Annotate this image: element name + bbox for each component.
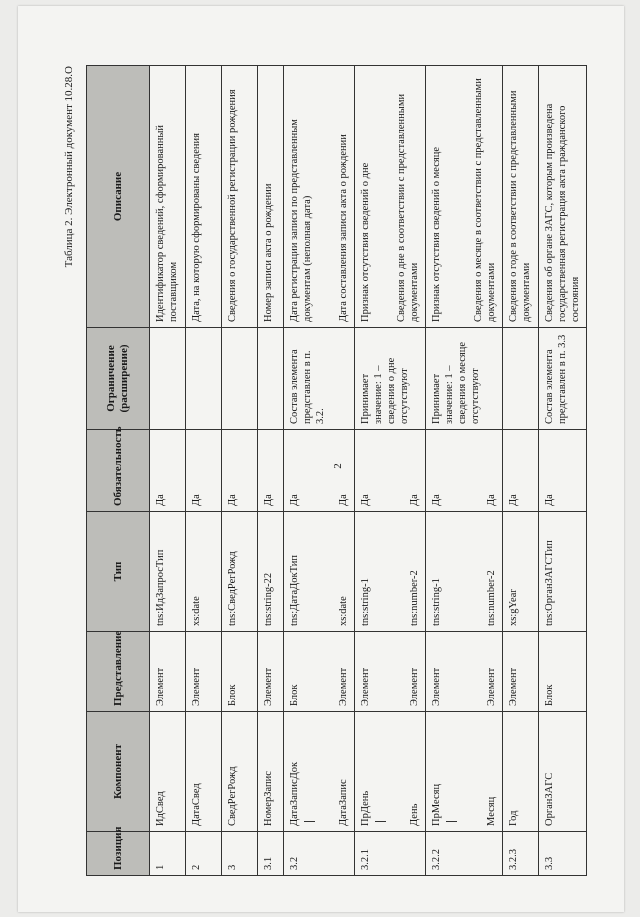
cell-representation: Элемент (503, 632, 539, 712)
cell-component: ДатаСвед (186, 712, 222, 832)
cell-description: Сведения об органе ЗАГС, которым произведена государственная регистрация акта гражданского состояния (539, 66, 587, 328)
cell-type (355, 512, 426, 632)
representation-secondary: Элемент (409, 667, 420, 706)
cell-restriction (503, 328, 539, 430)
cell-component (426, 712, 503, 832)
header-component: Компонент (87, 712, 150, 832)
table-header-row (87, 66, 150, 876)
cell-representation: Элемент (258, 632, 284, 712)
data-table (86, 65, 587, 876)
cell-restriction (150, 328, 186, 430)
cell-required: Да (503, 430, 539, 512)
header-representation: Представление (87, 632, 150, 712)
table-row (539, 66, 587, 876)
cell-description: Сведения о государственной регистрации рождения (222, 66, 258, 328)
table-row (258, 66, 284, 876)
document-page (18, 6, 624, 912)
table-row (284, 66, 355, 876)
type-secondary: xs:date (338, 596, 349, 626)
cell-description: Сведения о годе в соответствии с представленными документами (503, 66, 539, 328)
cell-type: tns:ИдЗапросТип (150, 512, 186, 632)
table-row (426, 66, 503, 876)
table-row (150, 66, 186, 876)
cell-component: НомерЗапис (258, 712, 284, 832)
description-secondary: Сведения о дне в соответствии с представленными документами (396, 93, 420, 322)
description-primary: Признак отсутствия сведений о дне (360, 162, 371, 322)
cell-representation (355, 632, 426, 712)
description-secondary: Сведения о месяце в соответствии с представленными документами (473, 78, 497, 322)
cell-representation: Блок (222, 632, 258, 712)
cell-representation: Элемент (150, 632, 186, 712)
cell-position: 3.3 (539, 832, 587, 876)
cell-description (355, 66, 426, 328)
component-secondary: Месяц (486, 796, 497, 826)
cell-component (355, 712, 426, 832)
cell-position: 1 (150, 832, 186, 876)
cell-type (284, 512, 355, 632)
header-restriction: Ограничение (расширение) (87, 328, 150, 430)
cell-restriction (222, 328, 258, 430)
cell-required (284, 430, 355, 512)
description-secondary: Дата составления записи акта о рождении (338, 134, 349, 322)
cell-description (426, 66, 503, 328)
cell-required: Да (539, 430, 587, 512)
representation-secondary: Элемент (338, 667, 349, 706)
cell-type: tns:СведРегРожд (222, 512, 258, 632)
type-secondary: tns:number-2 (409, 570, 420, 626)
component-primary: ДатаЗаписДок (289, 761, 300, 826)
component-primary: ПрДень (360, 790, 371, 826)
hierarchy-tick (375, 821, 386, 822)
component-primary: ПрМесяц (431, 783, 442, 826)
hierarchy-tick (304, 821, 315, 822)
cell-restriction: Состав элемента представлен в п. 3.2. (284, 328, 355, 430)
cell-restriction: Принимает значение: 1 – сведения о дне отсутствуют (355, 328, 426, 430)
cell-restriction (186, 328, 222, 430)
table-row (222, 66, 258, 876)
description-primary: Дата регистрации записи по представленным документам (неполная дата) (289, 119, 313, 322)
page-number: 2 (332, 463, 344, 469)
required-secondary: Да (409, 494, 420, 506)
cell-component: ОрганЗАГС (539, 712, 587, 832)
cell-representation (284, 632, 355, 712)
cell-position: 3.2.3 (503, 832, 539, 876)
description-primary: Признак отсутствия сведений о месяце (431, 147, 442, 322)
cell-type: tns:ОрганЗАГСТип (539, 512, 587, 632)
required-primary: Да (431, 494, 442, 506)
cell-type: xs:date (186, 512, 222, 632)
rotated-table-area (58, 66, 598, 876)
type-primary: tns:string-1 (431, 578, 442, 626)
required-primary: Да (289, 494, 300, 506)
cell-restriction: Принимает значение: 1 – сведения о месяце отсутствуют (426, 328, 503, 430)
component-secondary: День (409, 803, 420, 826)
cell-component: СведРегРожд (222, 712, 258, 832)
table-row (186, 66, 222, 876)
header-required: Обязательность (87, 430, 150, 512)
table-row (503, 66, 539, 876)
required-secondary: Да (486, 494, 497, 506)
cell-description: Номер записи акта о рождении (258, 66, 284, 328)
cell-type: tns:string-22 (258, 512, 284, 632)
header-position: Позиция (87, 832, 150, 876)
type-secondary: tns:number-2 (486, 570, 497, 626)
cell-component: Год (503, 712, 539, 832)
hierarchy-tick (446, 821, 457, 822)
cell-position: 3.2.2 (426, 832, 503, 876)
header-type: Тип (87, 512, 150, 632)
cell-position: 3 (222, 832, 258, 876)
table-caption: Таблица 2. Электронный документ 10.28.О (63, 66, 75, 268)
cell-position: 3.1 (258, 832, 284, 876)
cell-description: Идентификатор сведений, сформированный поставщиком (150, 66, 186, 328)
cell-position: 2 (186, 832, 222, 876)
table-row (355, 66, 426, 876)
cell-required (355, 430, 426, 512)
cell-component: ИдСвед (150, 712, 186, 832)
representation-secondary: Элемент (486, 667, 497, 706)
component-secondary: ДатаЗапис (338, 779, 349, 826)
cell-required (426, 430, 503, 512)
cell-representation (426, 632, 503, 712)
representation-primary: Блок (289, 684, 300, 706)
cell-type (426, 512, 503, 632)
required-primary: Да (360, 494, 371, 506)
cell-type: xs:gYear (503, 512, 539, 632)
cell-restriction (258, 328, 284, 430)
cell-representation: Элемент (186, 632, 222, 712)
cell-required: Да (222, 430, 258, 512)
cell-position: 3.2.1 (355, 832, 426, 876)
cell-representation: Блок (539, 632, 587, 712)
cell-component (284, 712, 355, 832)
cell-required: Да (186, 430, 222, 512)
type-primary: tns:ДатаДокТип (289, 554, 300, 626)
representation-primary: Элемент (431, 667, 442, 706)
cell-restriction: Состав элемента представлен в п. 3.3 (539, 328, 587, 430)
representation-primary: Элемент (360, 667, 371, 706)
cell-position: 3.2 (284, 832, 355, 876)
cell-description (284, 66, 355, 328)
cell-required: Да (258, 430, 284, 512)
cell-required: Да (150, 430, 186, 512)
cell-description: Дата, на которую сформированы сведения (186, 66, 222, 328)
header-description: Описание (87, 66, 150, 328)
type-primary: tns:string-1 (360, 578, 371, 626)
required-secondary: Да (338, 494, 349, 506)
